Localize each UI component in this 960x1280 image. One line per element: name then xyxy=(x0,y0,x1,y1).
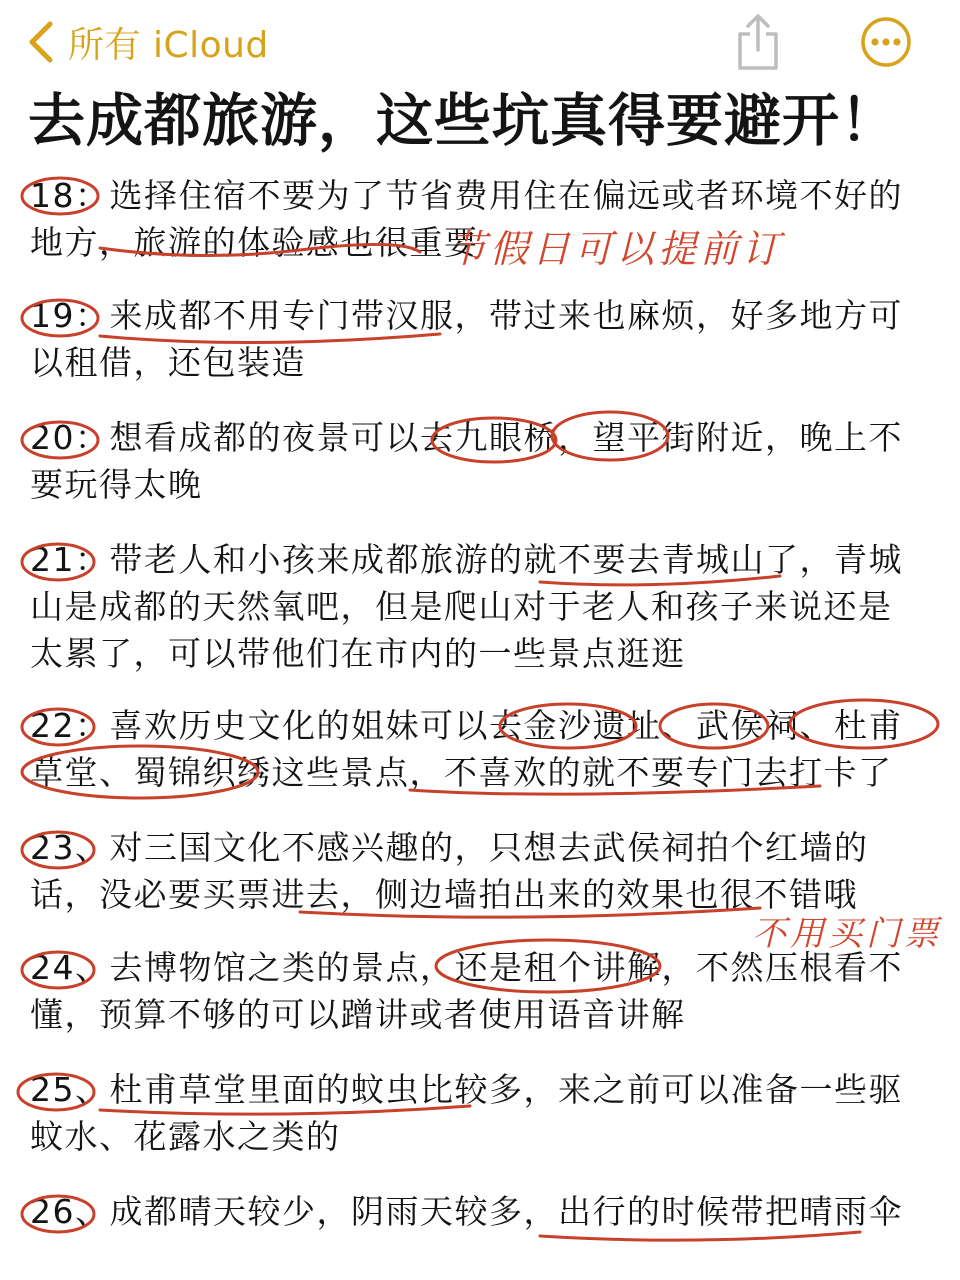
note-text: 对三国文化不感兴趣的，只想去武侯祠拍个红墙的话，没必要买票进去，侧边墙拍出来的效果也很不错哦 xyxy=(30,828,869,914)
note-item xyxy=(30,702,910,796)
note-item xyxy=(30,1188,910,1235)
handwritten-annotation: 不用买门票 xyxy=(752,914,942,954)
note-title: 去成都旅游，这些坑真得要避开！ xyxy=(28,88,898,154)
note-number: 21： xyxy=(30,540,110,579)
note-number: 22： xyxy=(30,706,110,745)
note-item xyxy=(30,536,910,677)
back-label: 所有 iCloud xyxy=(68,24,269,66)
more-ellipsis-icon xyxy=(860,16,912,68)
note-text: 想看成都的夜景可以去九眼桥，望平街附近，晚上不要玩得太晚 xyxy=(30,418,903,504)
handwritten-annotation: 节假日可以提前订 xyxy=(448,227,785,271)
note-number: 26、 xyxy=(30,1192,110,1231)
note-item xyxy=(30,292,910,386)
note-text: 选择住宿不要为了节省费用住在偏远或者环境不好的地方，旅游的体验感也很重要 xyxy=(30,176,903,262)
share-icon xyxy=(730,12,786,72)
note-text: 带老人和小孩来成都旅游的就不要去青城山了，青城山是成都的天然氧吧，但是爬山对于老人和孩子来说还是太累了，可以带他们在市内的一些景点逛逛 xyxy=(30,540,903,673)
note-item xyxy=(30,944,910,1038)
note-item xyxy=(30,1066,910,1160)
note-text: 成都晴天较少，阴雨天较多，出行的时候带把晴雨伞 xyxy=(109,1192,903,1231)
back-button[interactable] xyxy=(26,14,269,70)
note-number: 25、 xyxy=(30,1070,110,1109)
note-item xyxy=(30,414,910,508)
note-number: 23、 xyxy=(30,828,110,867)
note-number: 19： xyxy=(30,296,110,335)
note-number: 20： xyxy=(30,418,110,457)
note-text: 去博物馆之类的景点，还是租个讲解，不然压根看不懂，预算不够的可以蹭讲或者使用语音讲解 xyxy=(30,948,903,1034)
more-button[interactable] xyxy=(860,16,912,68)
note-number: 18： xyxy=(30,176,110,215)
chevron-left-icon xyxy=(26,20,56,64)
note-text: 来成都不用专门带汉服，带过来也麻烦，好多地方可以租借，还包装造 xyxy=(30,296,903,382)
note-text: 喜欢历史文化的姐妹可以去金沙遗址、武侯祠、杜甫草堂、蜀锦织绣这些景点，不喜欢的就不要专门去打卡了 xyxy=(30,706,903,792)
note-item xyxy=(30,824,910,918)
note-text: 杜甫草堂里面的蚊虫比较多，来之前可以准备一些驱蚊水、花露水之类的 xyxy=(30,1070,903,1156)
share-button[interactable] xyxy=(730,12,786,72)
note-number: 24、 xyxy=(30,948,110,987)
nav-bar xyxy=(0,0,960,82)
